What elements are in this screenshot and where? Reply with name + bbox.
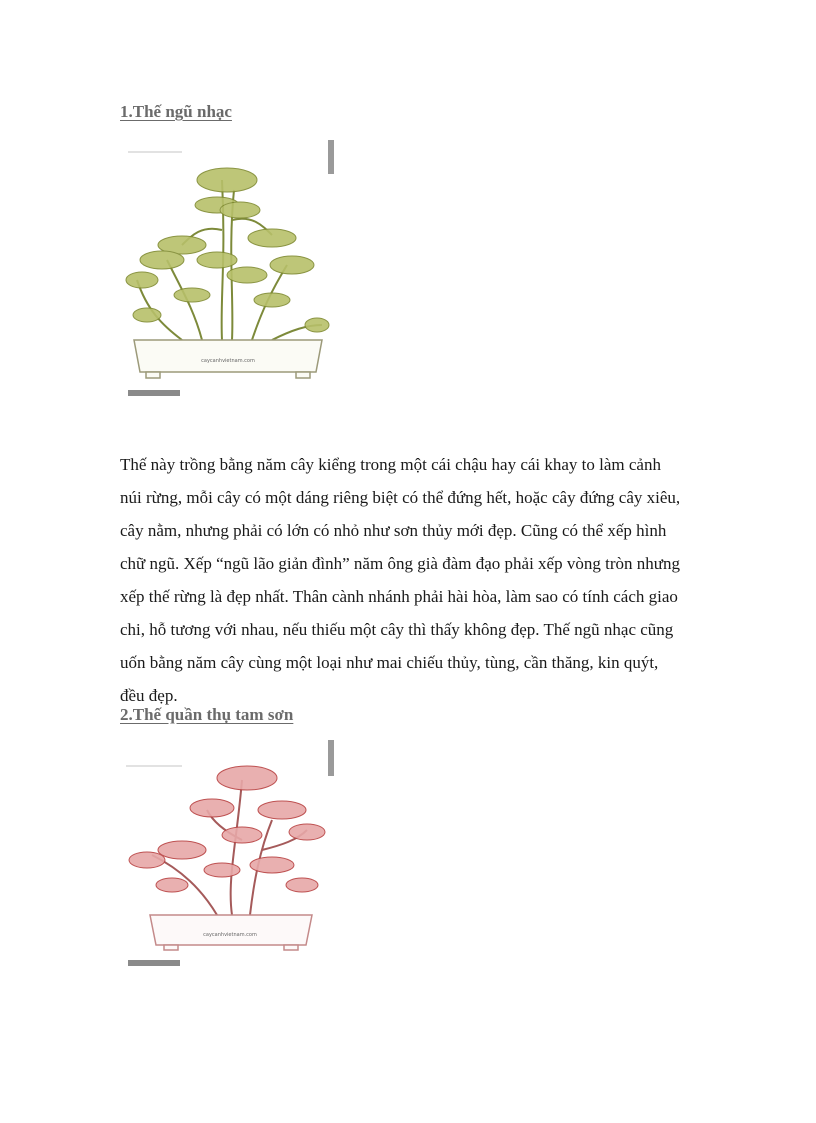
paragraph-line: xếp thế rừng là đẹp nhất. Thân cành nhánh phải hài hòa, làm sao có tính cách giao bbox=[120, 587, 678, 606]
bonsai-illustration-ngu-nhac bbox=[122, 140, 334, 402]
paragraph-line: chữ ngũ. Xếp “ngũ lão giản đình” năm ông già đàm đạo phải xếp vòng tròn nhưng bbox=[120, 554, 680, 573]
paragraph-line: núi rừng, mỗi cây có một dáng riêng biệt có thể đứng hết, hoặc cây đứng cây xiêu, bbox=[120, 488, 681, 507]
bonsai-forest-drawing bbox=[122, 140, 334, 402]
paragraph-line: cây nằm, nhưng phải có lớn có nhỏ như sơn thủy mới đẹp. Cũng có thể xếp hình bbox=[120, 521, 667, 540]
body-paragraph bbox=[120, 448, 700, 712]
image-watermark: caycanhvietnam.com bbox=[203, 932, 257, 938]
bonsai-three-trees-drawing bbox=[122, 740, 334, 972]
paragraph-line: đều đẹp. bbox=[120, 686, 178, 705]
paragraph-line: uốn bằng năm cây cùng một loại như mai chiếu thủy, tùng, cần thăng, kin quýt, bbox=[120, 653, 659, 672]
image-watermark: caycanhvietnam.com bbox=[201, 358, 255, 364]
section-heading-2: 2.Thế quần thụ tam sơn bbox=[120, 705, 294, 724]
section-heading-1: 1.Thế ngũ nhạc bbox=[120, 102, 232, 121]
paragraph-line: Thế này trồng bằng năm cây kiểng trong một cái chậu hay cái khay to làm cảnh bbox=[120, 455, 661, 474]
paragraph-line: chi, hỗ tương với nhau, nếu thiếu một cây thì thấy không đẹp. Thế ngũ nhạc cũng bbox=[120, 620, 674, 639]
bonsai-illustration-quan-thu-tam-son bbox=[122, 740, 334, 972]
